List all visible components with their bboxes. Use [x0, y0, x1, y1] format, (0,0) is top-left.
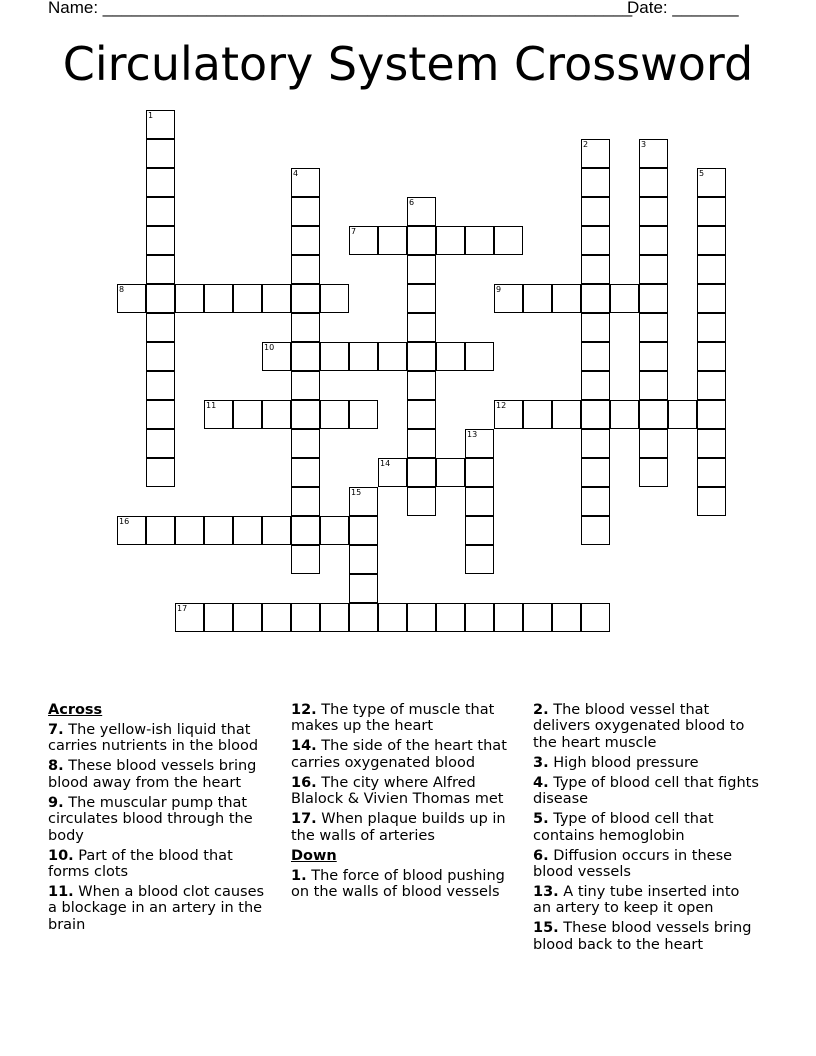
clue-across-17	[291, 811, 519, 844]
cell-number: 9	[496, 285, 502, 294]
crossword-cell[interactable]	[117, 516, 146, 545]
crossword-cell[interactable]	[204, 284, 233, 313]
crossword-cell[interactable]	[581, 429, 610, 458]
crossword-cell[interactable]	[291, 458, 320, 487]
clue-across-7	[48, 722, 276, 755]
crossword-cell[interactable]	[407, 487, 436, 516]
crossword-cell[interactable]	[233, 284, 262, 313]
crossword-cell[interactable]	[291, 487, 320, 516]
date-line: Date: _______	[627, 0, 739, 17]
crossword-cell[interactable]	[523, 400, 552, 429]
crossword-cell[interactable]	[291, 371, 320, 400]
clue-text: The type of muscle that makes up the heart	[291, 702, 495, 735]
crossword-cell[interactable]	[349, 487, 378, 516]
clue-text: High blood pressure	[553, 754, 699, 771]
crossword-cell[interactable]	[175, 603, 204, 632]
crossword-cell[interactable]	[146, 313, 175, 342]
crossword-cell[interactable]	[523, 603, 552, 632]
clue-text: The side of the heart that carries oxygenated blood	[291, 738, 507, 771]
crossword-cell[interactable]	[349, 226, 378, 255]
crossword-cell[interactable]	[320, 400, 349, 429]
crossword-cell[interactable]	[146, 110, 175, 139]
crossword-cell[interactable]	[291, 400, 320, 429]
down-heading: Down	[291, 847, 337, 864]
clue-across-9	[48, 795, 276, 844]
clue-text: Type of blood cell that contains hemoglobin	[533, 811, 714, 844]
crossword-cell[interactable]	[378, 226, 407, 255]
crossword-cell[interactable]	[697, 487, 726, 516]
crossword-cell[interactable]	[581, 139, 610, 168]
crossword-cell[interactable]	[291, 545, 320, 574]
crossword-cell[interactable]	[291, 255, 320, 284]
crossword-cell[interactable]	[378, 458, 407, 487]
crossword-cell[interactable]	[639, 342, 668, 371]
crossword-cell[interactable]	[291, 342, 320, 371]
crossword-cell[interactable]	[262, 603, 291, 632]
clue-text: These blood vessels bring blood away from the heart	[48, 758, 257, 791]
crossword-cell[interactable]	[581, 400, 610, 429]
clue-down-2	[533, 702, 761, 751]
crossword-cell[interactable]	[146, 284, 175, 313]
crossword-cell[interactable]	[349, 400, 378, 429]
clue-number: 12.	[291, 702, 317, 718]
crossword-cell[interactable]	[494, 284, 523, 313]
clue-text: The yellow-ish liquid that carries nutrients in the blood	[48, 722, 259, 755]
crossword-cell[interactable]	[407, 197, 436, 226]
cell-number: 15	[351, 488, 362, 497]
crossword-cell[interactable]	[639, 139, 668, 168]
crossword-cell[interactable]	[233, 400, 262, 429]
crossword-cell[interactable]	[436, 458, 465, 487]
across-heading: Across	[48, 702, 103, 718]
crossword-cell[interactable]	[320, 603, 349, 632]
crossword-cell[interactable]	[407, 371, 436, 400]
clue-across-12	[291, 702, 519, 735]
cell-number: 12	[496, 401, 507, 410]
crossword-cell[interactable]	[610, 284, 639, 313]
crossword-cell[interactable]	[581, 226, 610, 255]
clue-text: The blood vessel that delivers oxygenated blood to the heart muscle	[533, 702, 745, 751]
crossword-cell[interactable]	[407, 603, 436, 632]
crossword-cell[interactable]	[320, 516, 349, 545]
crossword-cell[interactable]	[639, 400, 668, 429]
crossword-cell[interactable]	[262, 284, 291, 313]
crossword-cell[interactable]	[146, 139, 175, 168]
clue-column-3	[533, 702, 761, 957]
crossword-cell[interactable]	[581, 313, 610, 342]
clue-down-1	[291, 868, 519, 901]
crossword-cell[interactable]	[697, 458, 726, 487]
crossword-cell[interactable]	[291, 284, 320, 313]
crossword-cell[interactable]	[465, 429, 494, 458]
crossword-cell[interactable]	[378, 342, 407, 371]
cell-number: 7	[351, 227, 357, 236]
crossword-cell[interactable]	[668, 400, 697, 429]
clue-down-13	[533, 884, 761, 917]
crossword-cell[interactable]	[349, 342, 378, 371]
crossword-cell[interactable]	[610, 400, 639, 429]
clue-text: Part of the blood that forms clots	[48, 847, 233, 881]
name-line: Name: ________________________________________________________	[48, 0, 633, 17]
crossword-cell[interactable]	[407, 284, 436, 313]
crossword-cell[interactable]	[146, 400, 175, 429]
clue-across-10	[48, 848, 276, 881]
clue-across-14	[291, 738, 519, 771]
cell-number: 4	[293, 169, 299, 178]
crossword-cell[interactable]	[697, 342, 726, 371]
cell-number: 14	[380, 459, 391, 468]
crossword-cell[interactable]	[436, 342, 465, 371]
cell-number: 11	[206, 401, 217, 410]
crossword-cell[interactable]	[146, 342, 175, 371]
crossword-cell[interactable]	[233, 603, 262, 632]
crossword-cell[interactable]	[639, 255, 668, 284]
crossword-cell[interactable]	[407, 255, 436, 284]
crossword-cell[interactable]	[436, 226, 465, 255]
crossword-cell[interactable]	[639, 226, 668, 255]
crossword-cell[interactable]	[494, 603, 523, 632]
crossword-cell[interactable]	[146, 429, 175, 458]
clue-text: The muscular pump that circulates blood through the body	[48, 794, 253, 844]
crossword-cell[interactable]	[146, 197, 175, 226]
crossword-cell[interactable]	[146, 516, 175, 545]
crossword-cell[interactable]	[407, 400, 436, 429]
clue-number: 14.	[291, 738, 317, 755]
crossword-cell[interactable]	[639, 313, 668, 342]
clue-number: 1.	[291, 867, 307, 884]
clue-across-16	[291, 775, 519, 808]
crossword-cell[interactable]	[581, 197, 610, 226]
cell-number: 13	[467, 430, 478, 439]
clue-number: 3.	[533, 754, 549, 771]
crossword-cell[interactable]	[320, 284, 349, 313]
crossword-cell[interactable]	[233, 516, 262, 545]
clue-text: When plaque builds up in the walls of arteries	[291, 811, 506, 844]
clue-number: 11.	[48, 884, 74, 901]
crossword-cell[interactable]	[204, 400, 233, 429]
clue-number: 16.	[291, 774, 317, 791]
crossword-cell[interactable]	[320, 342, 349, 371]
clue-down-3	[533, 755, 761, 771]
clue-number: 4.	[533, 774, 549, 791]
crossword-cell[interactable]	[494, 400, 523, 429]
crossword-cell[interactable]	[697, 429, 726, 458]
clue-down-4	[533, 775, 761, 808]
crossword-cell[interactable]	[291, 313, 320, 342]
crossword-cell[interactable]	[349, 603, 378, 632]
crossword-cell[interactable]	[465, 545, 494, 574]
clue-down-6	[533, 848, 761, 881]
crossword-cell[interactable]	[639, 371, 668, 400]
crossword-cell[interactable]	[697, 197, 726, 226]
crossword-cell[interactable]	[581, 342, 610, 371]
crossword-cell[interactable]	[175, 284, 204, 313]
clue-across-11	[48, 884, 276, 933]
crossword-cell[interactable]	[697, 313, 726, 342]
crossword-cell[interactable]	[697, 400, 726, 429]
clue-number: 6.	[533, 847, 549, 864]
clue-number: 8.	[48, 758, 64, 775]
crossword-cell[interactable]	[581, 168, 610, 197]
clue-number: 15.	[533, 920, 559, 937]
crossword-cell[interactable]	[697, 371, 726, 400]
crossword-cell[interactable]	[349, 574, 378, 603]
crossword-cell[interactable]	[204, 516, 233, 545]
clue-number: 2.	[533, 702, 549, 718]
clue-column-1	[48, 702, 276, 937]
cell-number: 2	[583, 140, 589, 149]
clue-number: 10.	[48, 847, 74, 864]
crossword-cell[interactable]	[581, 458, 610, 487]
crossword-cell[interactable]	[465, 458, 494, 487]
cell-number: 16	[119, 517, 130, 526]
clue-number: 13.	[533, 884, 559, 901]
crossword-cell[interactable]	[581, 284, 610, 313]
crossword-cell[interactable]	[552, 400, 581, 429]
crossword-cell[interactable]	[581, 255, 610, 284]
crossword-cell[interactable]	[697, 284, 726, 313]
crossword-cell[interactable]	[581, 516, 610, 545]
crossword-cell[interactable]	[204, 603, 233, 632]
crossword-cell[interactable]	[291, 429, 320, 458]
clue-text: A tiny tube inserted into an artery to keep it open	[533, 884, 740, 917]
crossword-cell[interactable]	[378, 603, 407, 632]
crossword-cell[interactable]	[175, 516, 204, 545]
crossword-cell[interactable]	[407, 458, 436, 487]
clue-across-8	[48, 758, 276, 791]
crossword-cell[interactable]	[552, 603, 581, 632]
crossword-cell[interactable]	[146, 458, 175, 487]
crossword-cell[interactable]	[697, 255, 726, 284]
crossword-cell[interactable]	[465, 487, 494, 516]
crossword-cell[interactable]	[349, 516, 378, 545]
clue-text: When a blood clot causes a blockage in an artery in the brain	[48, 884, 265, 933]
crossword-cell[interactable]	[407, 226, 436, 255]
crossword-cell[interactable]	[146, 226, 175, 255]
clue-text: The city where Alfred Blalock & Vivien Thomas met	[291, 774, 504, 808]
cell-number: 8	[119, 285, 125, 294]
cell-number: 6	[409, 198, 415, 207]
crossword-cell[interactable]	[639, 197, 668, 226]
cell-number: 10	[264, 343, 275, 352]
crossword-cell[interactable]	[262, 516, 291, 545]
crossword-cell[interactable]	[465, 226, 494, 255]
crossword-cell[interactable]	[697, 168, 726, 197]
page-title: Circulatory System Crossword	[62, 37, 754, 91]
crossword-cell[interactable]	[262, 342, 291, 371]
crossword-cell[interactable]	[291, 516, 320, 545]
clue-text: Type of blood cell that fights disease	[533, 774, 759, 808]
crossword-cell[interactable]	[291, 197, 320, 226]
crossword-cell[interactable]	[639, 458, 668, 487]
crossword-cell[interactable]	[494, 226, 523, 255]
crossword-cell[interactable]	[291, 226, 320, 255]
crossword-cell[interactable]	[291, 168, 320, 197]
crossword-cell[interactable]	[146, 255, 175, 284]
clue-down-15	[533, 920, 761, 953]
crossword-cell[interactable]	[639, 284, 668, 313]
clue-number: 5.	[533, 811, 549, 828]
crossword-cell[interactable]	[146, 371, 175, 400]
cell-number: 1	[148, 111, 154, 120]
crossword-cell[interactable]	[407, 429, 436, 458]
cell-number: 3	[641, 140, 647, 149]
clue-text: These blood vessels bring blood back to the heart	[533, 920, 752, 953]
cell-number: 17	[177, 604, 188, 613]
crossword-cell[interactable]	[581, 487, 610, 516]
cell-number: 5	[699, 169, 705, 178]
crossword-cell[interactable]	[523, 284, 552, 313]
crossword-cell[interactable]	[697, 226, 726, 255]
clue-number: 7.	[48, 722, 64, 738]
crossword-cell[interactable]	[117, 284, 146, 313]
clue-down-5	[533, 811, 761, 844]
clue-text: The force of blood pushing on the walls of blood vessels	[291, 867, 505, 901]
crossword-cell[interactable]	[291, 603, 320, 632]
crossword-cell[interactable]	[349, 545, 378, 574]
clue-number: 17.	[291, 811, 317, 828]
clue-column-2	[291, 702, 519, 904]
crossword-cell[interactable]	[581, 371, 610, 400]
crossword-cell[interactable]	[436, 603, 465, 632]
crossword-cell[interactable]	[639, 168, 668, 197]
crossword-cell[interactable]	[146, 168, 175, 197]
crossword-cell[interactable]	[407, 313, 436, 342]
crossword-cell[interactable]	[465, 516, 494, 545]
clue-text: Diffusion occurs in these blood vessels	[533, 847, 733, 881]
crossword-cell[interactable]	[407, 342, 436, 371]
clue-number: 9.	[48, 794, 64, 811]
crossword-cell[interactable]	[465, 342, 494, 371]
crossword-cell[interactable]	[581, 603, 610, 632]
crossword-cell[interactable]	[639, 429, 668, 458]
crossword-cell[interactable]	[262, 400, 291, 429]
crossword-cell[interactable]	[465, 603, 494, 632]
crossword-cell[interactable]	[552, 284, 581, 313]
